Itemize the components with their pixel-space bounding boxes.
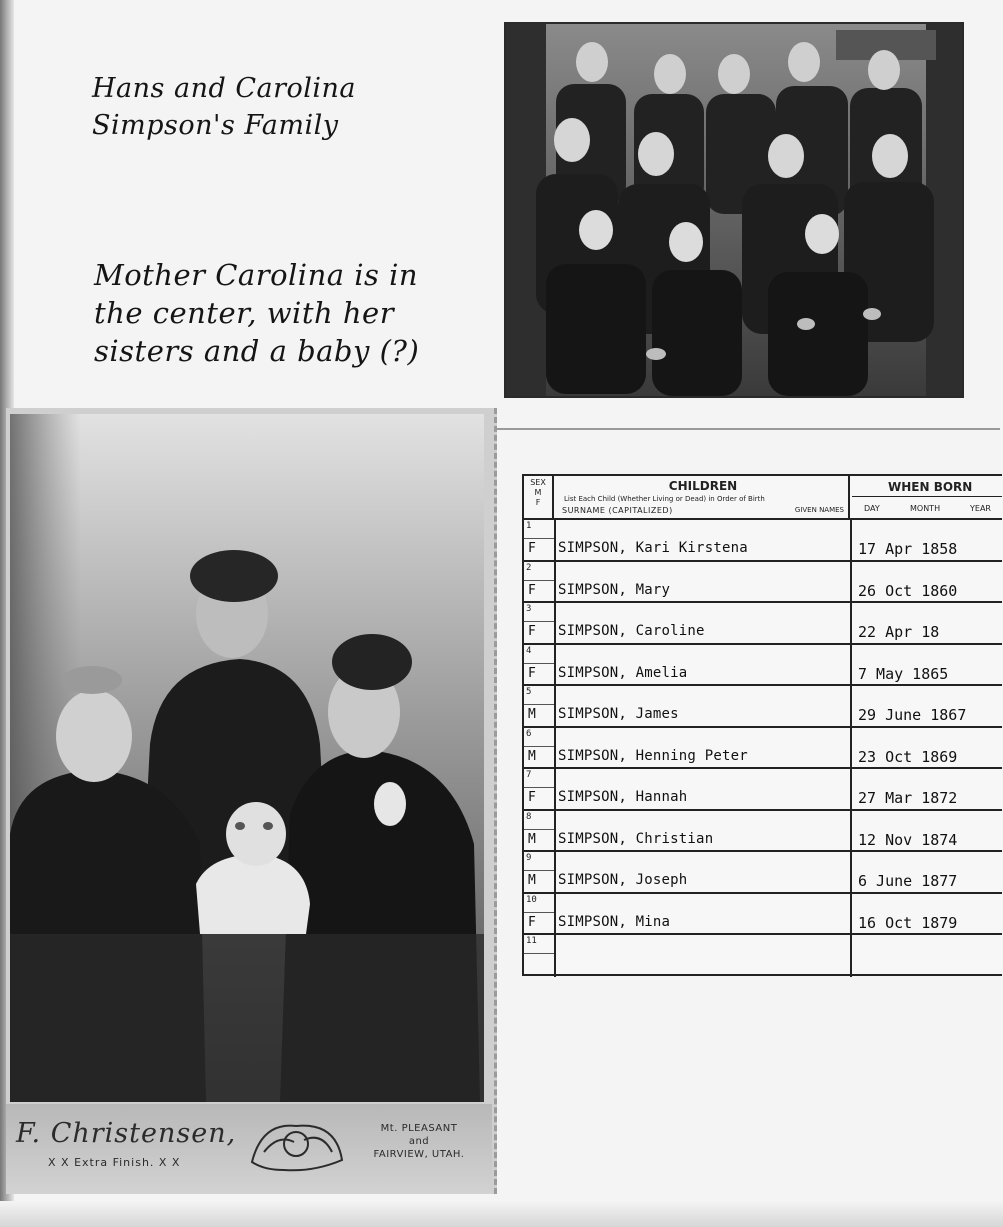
row-child-name: SIMPSON, Mary (558, 581, 671, 598)
studio-location-line: Mt. PLEASANT (380, 1123, 458, 1134)
table-row (524, 852, 1002, 894)
section-divider (494, 428, 1000, 430)
form-header (524, 476, 1002, 520)
photo-description-caption (94, 256, 474, 370)
when-born-title: WHEN BORN (888, 480, 973, 494)
caption-title-line: Simpson's Family (92, 110, 339, 141)
children-rows (524, 520, 1002, 977)
caption-desc-line: the center, with her (94, 296, 395, 330)
children-record-form (522, 474, 1002, 976)
row-birth-date: 7 May 1865 (858, 664, 949, 683)
row-sex: F (528, 582, 536, 598)
table-row (524, 935, 1002, 977)
row-child-name: SIMPSON, Hannah (558, 789, 688, 805)
row-child-name: SIMPSON, Christian (558, 830, 714, 847)
sex-header-label: SEX (530, 478, 546, 487)
given-names-label: GIVEN NAMES (794, 506, 844, 514)
table-row (524, 769, 1002, 811)
row-number: 1 (526, 521, 532, 531)
table-row (524, 728, 1002, 770)
children-title: CHILDREN (668, 479, 738, 493)
row-sex: F (528, 624, 536, 639)
family-group-photo (506, 24, 962, 396)
when-born-divider (852, 496, 1002, 497)
row-number: 2 (526, 562, 532, 573)
row-child-name: SIMPSON, Joseph (558, 872, 688, 888)
when-born-column-header (852, 476, 1002, 518)
page-bottom-shadow (0, 1201, 1003, 1227)
row-number: 9 (526, 853, 532, 863)
row-sex: F (528, 914, 536, 930)
row-sex: M (528, 873, 536, 888)
row-sex: F (528, 665, 536, 681)
row-number: 11 (526, 936, 537, 946)
cabinet-card-photo (10, 414, 484, 1102)
row-birth-date: 27 Mar 1872 (858, 789, 958, 807)
row-number: 8 (526, 811, 532, 822)
row-child-name: SIMPSON, Kari Kirstena (558, 540, 748, 556)
row-sex: M (528, 748, 536, 764)
table-row (524, 603, 1002, 645)
table-row (524, 811, 1002, 853)
cabinet-card (6, 408, 497, 1194)
caption-title-line: Hans and Carolina (92, 73, 356, 104)
day-label: DAY (864, 504, 880, 513)
row-number: 3 (526, 604, 532, 614)
four-generations-photo-image (10, 414, 484, 1102)
studio-finish: X X Extra Finish. X X (48, 1156, 181, 1169)
family-caption-title (92, 70, 452, 144)
row-child-name: SIMPSON, James (558, 706, 679, 722)
row-birth-date: 17 Apr 1858 (858, 540, 958, 558)
children-column-header (556, 476, 850, 518)
studio-location-line: and (408, 1136, 430, 1147)
table-row (524, 562, 1002, 604)
year-label: YEAR (970, 504, 991, 513)
children-subtitle: List Each Child (Whether Living or Dead) in Order of Birth (564, 495, 765, 503)
row-birth-date: 22 Apr 18 (858, 623, 940, 641)
studio-emblem-icon (244, 1112, 350, 1176)
family-group-photo-image (506, 24, 962, 396)
row-birth-date: 26 Oct 1860 (858, 581, 958, 600)
table-row (524, 894, 1002, 936)
row-number: 10 (526, 894, 537, 905)
row-sex: F (528, 790, 536, 805)
caption-desc-line: sisters and a baby (?) (94, 334, 420, 368)
table-row (524, 686, 1002, 728)
table-row (524, 645, 1002, 687)
row-child-name: SIMPSON, Caroline (558, 623, 705, 639)
row-birth-date: 12 Nov 1874 (858, 830, 958, 849)
row-sex: F (528, 541, 536, 556)
row-child-name: SIMPSON, Mina (558, 913, 671, 930)
row-number: 4 (526, 645, 532, 656)
sex-column-header (524, 476, 554, 518)
row-sex: M (528, 831, 536, 847)
row-number: 6 (526, 728, 532, 739)
month-label: MONTH (910, 504, 941, 513)
row-birth-date: 29 June 1867 (858, 706, 967, 724)
caption-desc-line: Mother Carolina is in (94, 258, 419, 292)
row-birth-date: 16 Oct 1879 (858, 913, 958, 932)
row-child-name: SIMPSON, Henning Peter (558, 747, 748, 764)
studio-location (350, 1122, 488, 1161)
studio-location-line: FAIRVIEW, UTAH. (373, 1149, 465, 1160)
sex-header-f: F (535, 498, 541, 507)
surname-label: SURNAME (CAPITALIZED) (562, 506, 673, 515)
row-number: 7 (526, 770, 532, 780)
studio-name: F. Christensen, (16, 1118, 237, 1149)
row-sex: M (528, 707, 536, 722)
cabinet-card-footer (6, 1104, 492, 1194)
row-birth-date: 23 Oct 1869 (858, 747, 958, 766)
row-birth-date: 6 June 1877 (858, 872, 958, 890)
row-child-name: SIMPSON, Amelia (558, 664, 688, 681)
row-number: 5 (526, 687, 532, 697)
sex-header-m: M (534, 488, 542, 497)
table-row (524, 520, 1002, 562)
